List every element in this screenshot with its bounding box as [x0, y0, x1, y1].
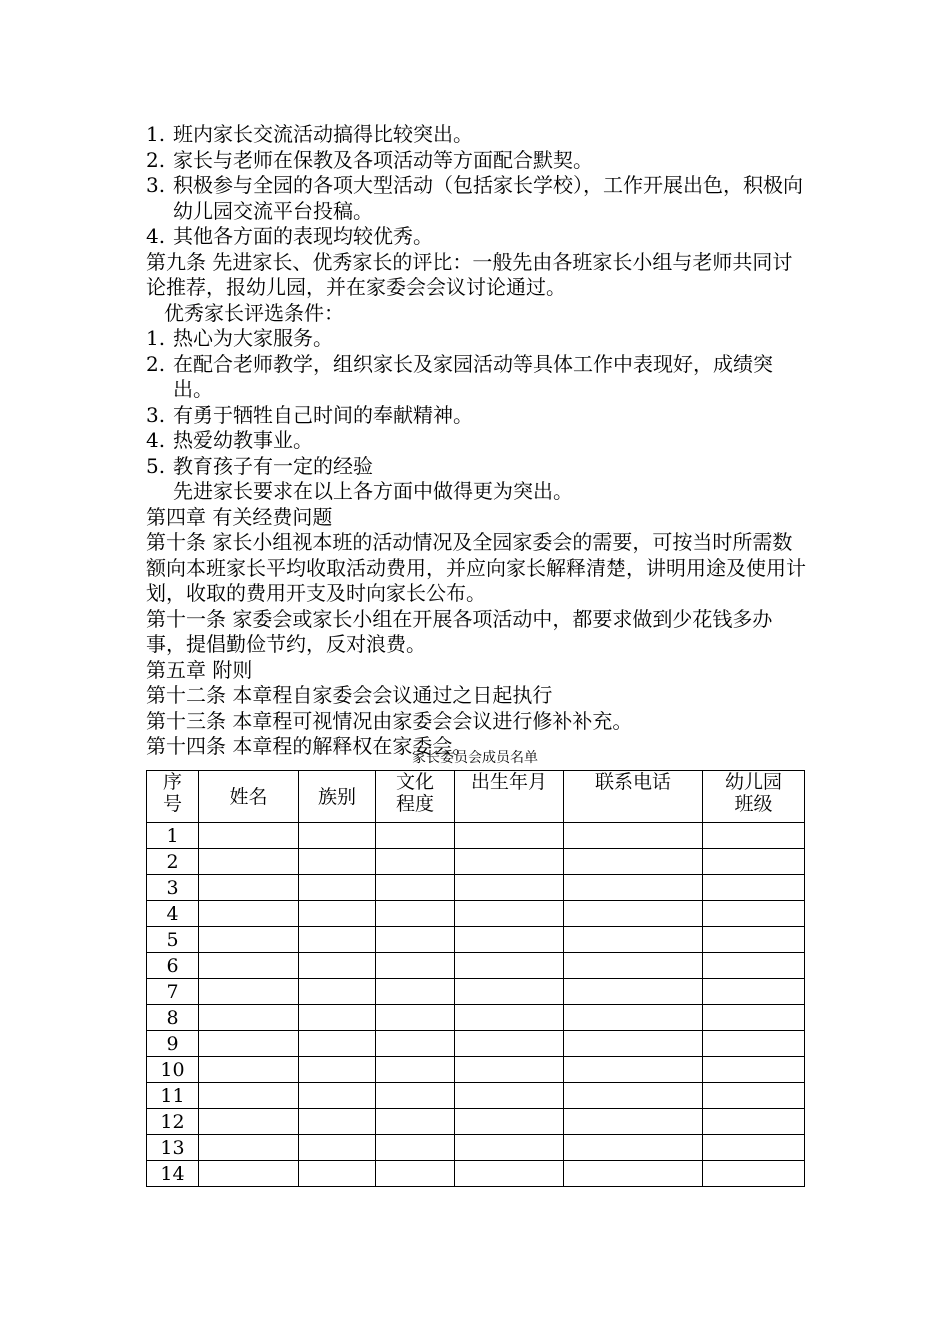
cell-ethnicity: [299, 1057, 376, 1083]
cell-name: [199, 927, 299, 953]
table-row: [147, 1057, 805, 1083]
table-row: [147, 1161, 805, 1187]
cell-ethnicity: [299, 1109, 376, 1135]
table-header-row: [147, 771, 805, 823]
list-number: 3.: [146, 402, 166, 427]
cell-class: [703, 1135, 805, 1161]
list-number: 2.: [146, 147, 166, 172]
cell-class: [703, 1005, 805, 1031]
table-row: [147, 979, 805, 1005]
cell-name: [199, 1161, 299, 1187]
row-number: 10: [147, 1057, 199, 1083]
list-item: [146, 352, 810, 403]
row-number: 6: [147, 953, 199, 979]
cell-name: [199, 1083, 299, 1109]
cell-phone: [564, 1057, 703, 1083]
table-row: [147, 1083, 805, 1109]
cell-class: [703, 1057, 805, 1083]
table-caption: 家长委员会成员名单: [412, 750, 538, 766]
header-label: 姓名: [229, 785, 268, 808]
cell-birthdate: [455, 1005, 564, 1031]
cell-phone: [564, 979, 703, 1005]
cell-ethnicity: [299, 901, 376, 927]
header-birthdate: [455, 771, 564, 823]
cell-phone: [564, 927, 703, 953]
list-item: [146, 173, 810, 224]
table-row: [147, 823, 805, 849]
list-number: 2.: [146, 351, 166, 376]
cell-phone: [564, 1135, 703, 1161]
table-row: [147, 953, 805, 979]
cell-birthdate: [455, 875, 564, 901]
cell-phone: [564, 1031, 703, 1057]
list-item: [146, 326, 810, 352]
list-item: [146, 428, 810, 454]
cell-education: [376, 1135, 455, 1161]
header-class: [703, 771, 805, 823]
cell-ethnicity: [299, 927, 376, 953]
cell-ethnicity: [299, 1161, 376, 1187]
list-item: [146, 122, 810, 148]
row-number: 9: [147, 1031, 199, 1057]
cell-birthdate: [455, 1135, 564, 1161]
cell-education: [376, 823, 455, 849]
list-text: 班内家长交流活动搞得比较突出。: [173, 122, 473, 146]
cell-phone: [564, 901, 703, 927]
article-9: 第九条 先进家长、优秀家长的评比：一般先由各班家长小组与老师共同讨论推荐，报幼儿园，并在家委会会议讨论通过。: [146, 249, 793, 299]
cell-education: [376, 1005, 455, 1031]
cell-name: [199, 1005, 299, 1031]
cell-name: [199, 979, 299, 1005]
cell-phone: [564, 1109, 703, 1135]
table-row: [147, 849, 805, 875]
article-14: 第十四条 本章程的解释权在家委会。: [146, 734, 473, 758]
list-item: [146, 403, 810, 429]
cell-phone: [564, 1161, 703, 1187]
document-body: [146, 122, 810, 760]
header-ethnicity: [299, 771, 376, 823]
cell-education: [376, 953, 455, 979]
article-11: 第十一条 家委会或家长小组在开展各项活动中，都要求做到少花钱多办事，提倡勤俭节约，反对浪费。: [146, 606, 773, 656]
cell-birthdate: [455, 1083, 564, 1109]
cell-ethnicity: [299, 953, 376, 979]
cell-education: [376, 875, 455, 901]
cell-birthdate: [455, 849, 564, 875]
list-item: [146, 454, 810, 480]
table-row: [147, 901, 805, 927]
cell-name: [199, 1057, 299, 1083]
list-text: 教育孩子有一定的经验: [173, 453, 373, 478]
list-number: 3.: [146, 173, 166, 197]
table-row: [147, 927, 805, 953]
table-row: [147, 875, 805, 901]
row-number: 8: [147, 1005, 199, 1031]
chapter-5-heading: 第五章 附则: [146, 657, 253, 682]
cell-education: [376, 927, 455, 953]
article-13: 第十三条 本章程可视情况由家委会会议进行修补补充。: [146, 708, 633, 733]
table-row: [147, 1135, 805, 1161]
header-label: 幼儿园班级: [724, 771, 782, 815]
row-number: 13: [147, 1135, 199, 1161]
table-body: [147, 823, 805, 1187]
list-text: 其他各方面的表现均较优秀。: [173, 224, 433, 248]
cell-ethnicity: [299, 823, 376, 849]
cell-birthdate: [455, 1161, 564, 1187]
cell-class: [703, 1031, 805, 1057]
list-number: 5.: [146, 453, 166, 478]
cell-name: [199, 953, 299, 979]
header-label: 出生年月: [470, 771, 547, 793]
cell-birthdate: [455, 927, 564, 953]
cell-birthdate: [455, 901, 564, 927]
header-label: 序号: [162, 771, 182, 815]
cell-name: [199, 875, 299, 901]
member-table: [146, 770, 805, 1187]
cell-class: [703, 1109, 805, 1135]
chapter-4-heading: 第四章 有关经费问题: [146, 504, 333, 529]
cell-education: [376, 1109, 455, 1135]
header-label: 文化程度: [395, 771, 434, 815]
header-index: [147, 771, 199, 823]
cell-ethnicity: [299, 1005, 376, 1031]
list-number: 1.: [146, 122, 166, 146]
article-10: 第十条 家长小组视本班的活动情况及全园家委会的需要，可按当时所需数额向本班家长平均收取活动费用，并应向家长解释清楚，讲明用途及使用计划，收取的费用开支及时向家长公布。: [146, 530, 806, 605]
list-text: 在配合老师教学，组织家长及家园活动等具体工作中表现好，成绩突出。: [173, 351, 773, 401]
header-label: 联系电话: [594, 771, 671, 793]
cell-class: [703, 849, 805, 875]
article-12: 第十二条 本章程自家委会会议通过之日起执行: [146, 683, 553, 707]
cell-phone: [564, 823, 703, 849]
cell-birthdate: [455, 1057, 564, 1083]
cell-birthdate: [455, 1109, 564, 1135]
cell-name: [199, 1109, 299, 1135]
cell-education: [376, 849, 455, 875]
cell-class: [703, 1083, 805, 1109]
excellent-title: 优秀家长评选条件：: [164, 300, 344, 325]
cell-name: [199, 901, 299, 927]
row-number: 11: [147, 1083, 199, 1109]
cell-birthdate: [455, 979, 564, 1005]
header-label: 族别: [317, 785, 356, 808]
table-row: [147, 1109, 805, 1135]
row-number: 12: [147, 1109, 199, 1135]
cell-class: [703, 979, 805, 1005]
cell-education: [376, 979, 455, 1005]
row-number: 7: [147, 979, 199, 1005]
cell-phone: [564, 1005, 703, 1031]
list-number: 4.: [146, 224, 166, 248]
list-text: 有勇于牺牲自己时间的奉献精神。: [173, 402, 473, 427]
cell-class: [703, 823, 805, 849]
cell-class: [703, 901, 805, 927]
advanced-note: 先进家长要求在以上各方面中做得更为突出。: [173, 479, 573, 503]
list-text: 热心为大家服务。: [173, 326, 333, 350]
cell-class: [703, 953, 805, 979]
cell-birthdate: [455, 953, 564, 979]
cell-ethnicity: [299, 849, 376, 875]
list-item: [146, 148, 810, 174]
cell-education: [376, 1161, 455, 1187]
cell-education: [376, 1083, 455, 1109]
cell-education: [376, 1031, 455, 1057]
row-number: 4: [147, 901, 199, 927]
cell-phone: [564, 849, 703, 875]
cell-birthdate: [455, 1031, 564, 1057]
cell-ethnicity: [299, 979, 376, 1005]
cell-phone: [564, 875, 703, 901]
list-number: 1.: [146, 326, 166, 350]
header-name: [199, 771, 299, 823]
cell-phone: [564, 1083, 703, 1109]
row-number: 5: [147, 927, 199, 953]
cell-education: [376, 1057, 455, 1083]
table-row: [147, 1005, 805, 1031]
cell-class: [703, 875, 805, 901]
table-row: [147, 1031, 805, 1057]
cell-ethnicity: [299, 1031, 376, 1057]
row-number: 14: [147, 1161, 199, 1187]
list-text: 热爱幼教事业。: [173, 428, 313, 452]
cell-class: [703, 1161, 805, 1187]
cell-birthdate: [455, 823, 564, 849]
row-number: 1: [147, 823, 199, 849]
row-number: 3: [147, 875, 199, 901]
list-item: [146, 224, 810, 250]
cell-education: [376, 901, 455, 927]
list-number: 4.: [146, 428, 166, 452]
row-number: 2: [147, 849, 199, 875]
cell-phone: [564, 953, 703, 979]
cell-ethnicity: [299, 875, 376, 901]
header-phone: [564, 771, 703, 823]
cell-name: [199, 1135, 299, 1161]
list-text: 积极参与全园的各项大型活动（包括家长学校），工作开展出色，积极向幼儿园交流平台投稿。: [173, 173, 803, 223]
cell-name: [199, 1031, 299, 1057]
cell-class: [703, 927, 805, 953]
cell-name: [199, 823, 299, 849]
list-text: 家长与老师在保教及各项活动等方面配合默契。: [173, 147, 593, 172]
cell-ethnicity: [299, 1135, 376, 1161]
header-education: [376, 771, 455, 823]
cell-name: [199, 849, 299, 875]
cell-ethnicity: [299, 1083, 376, 1109]
